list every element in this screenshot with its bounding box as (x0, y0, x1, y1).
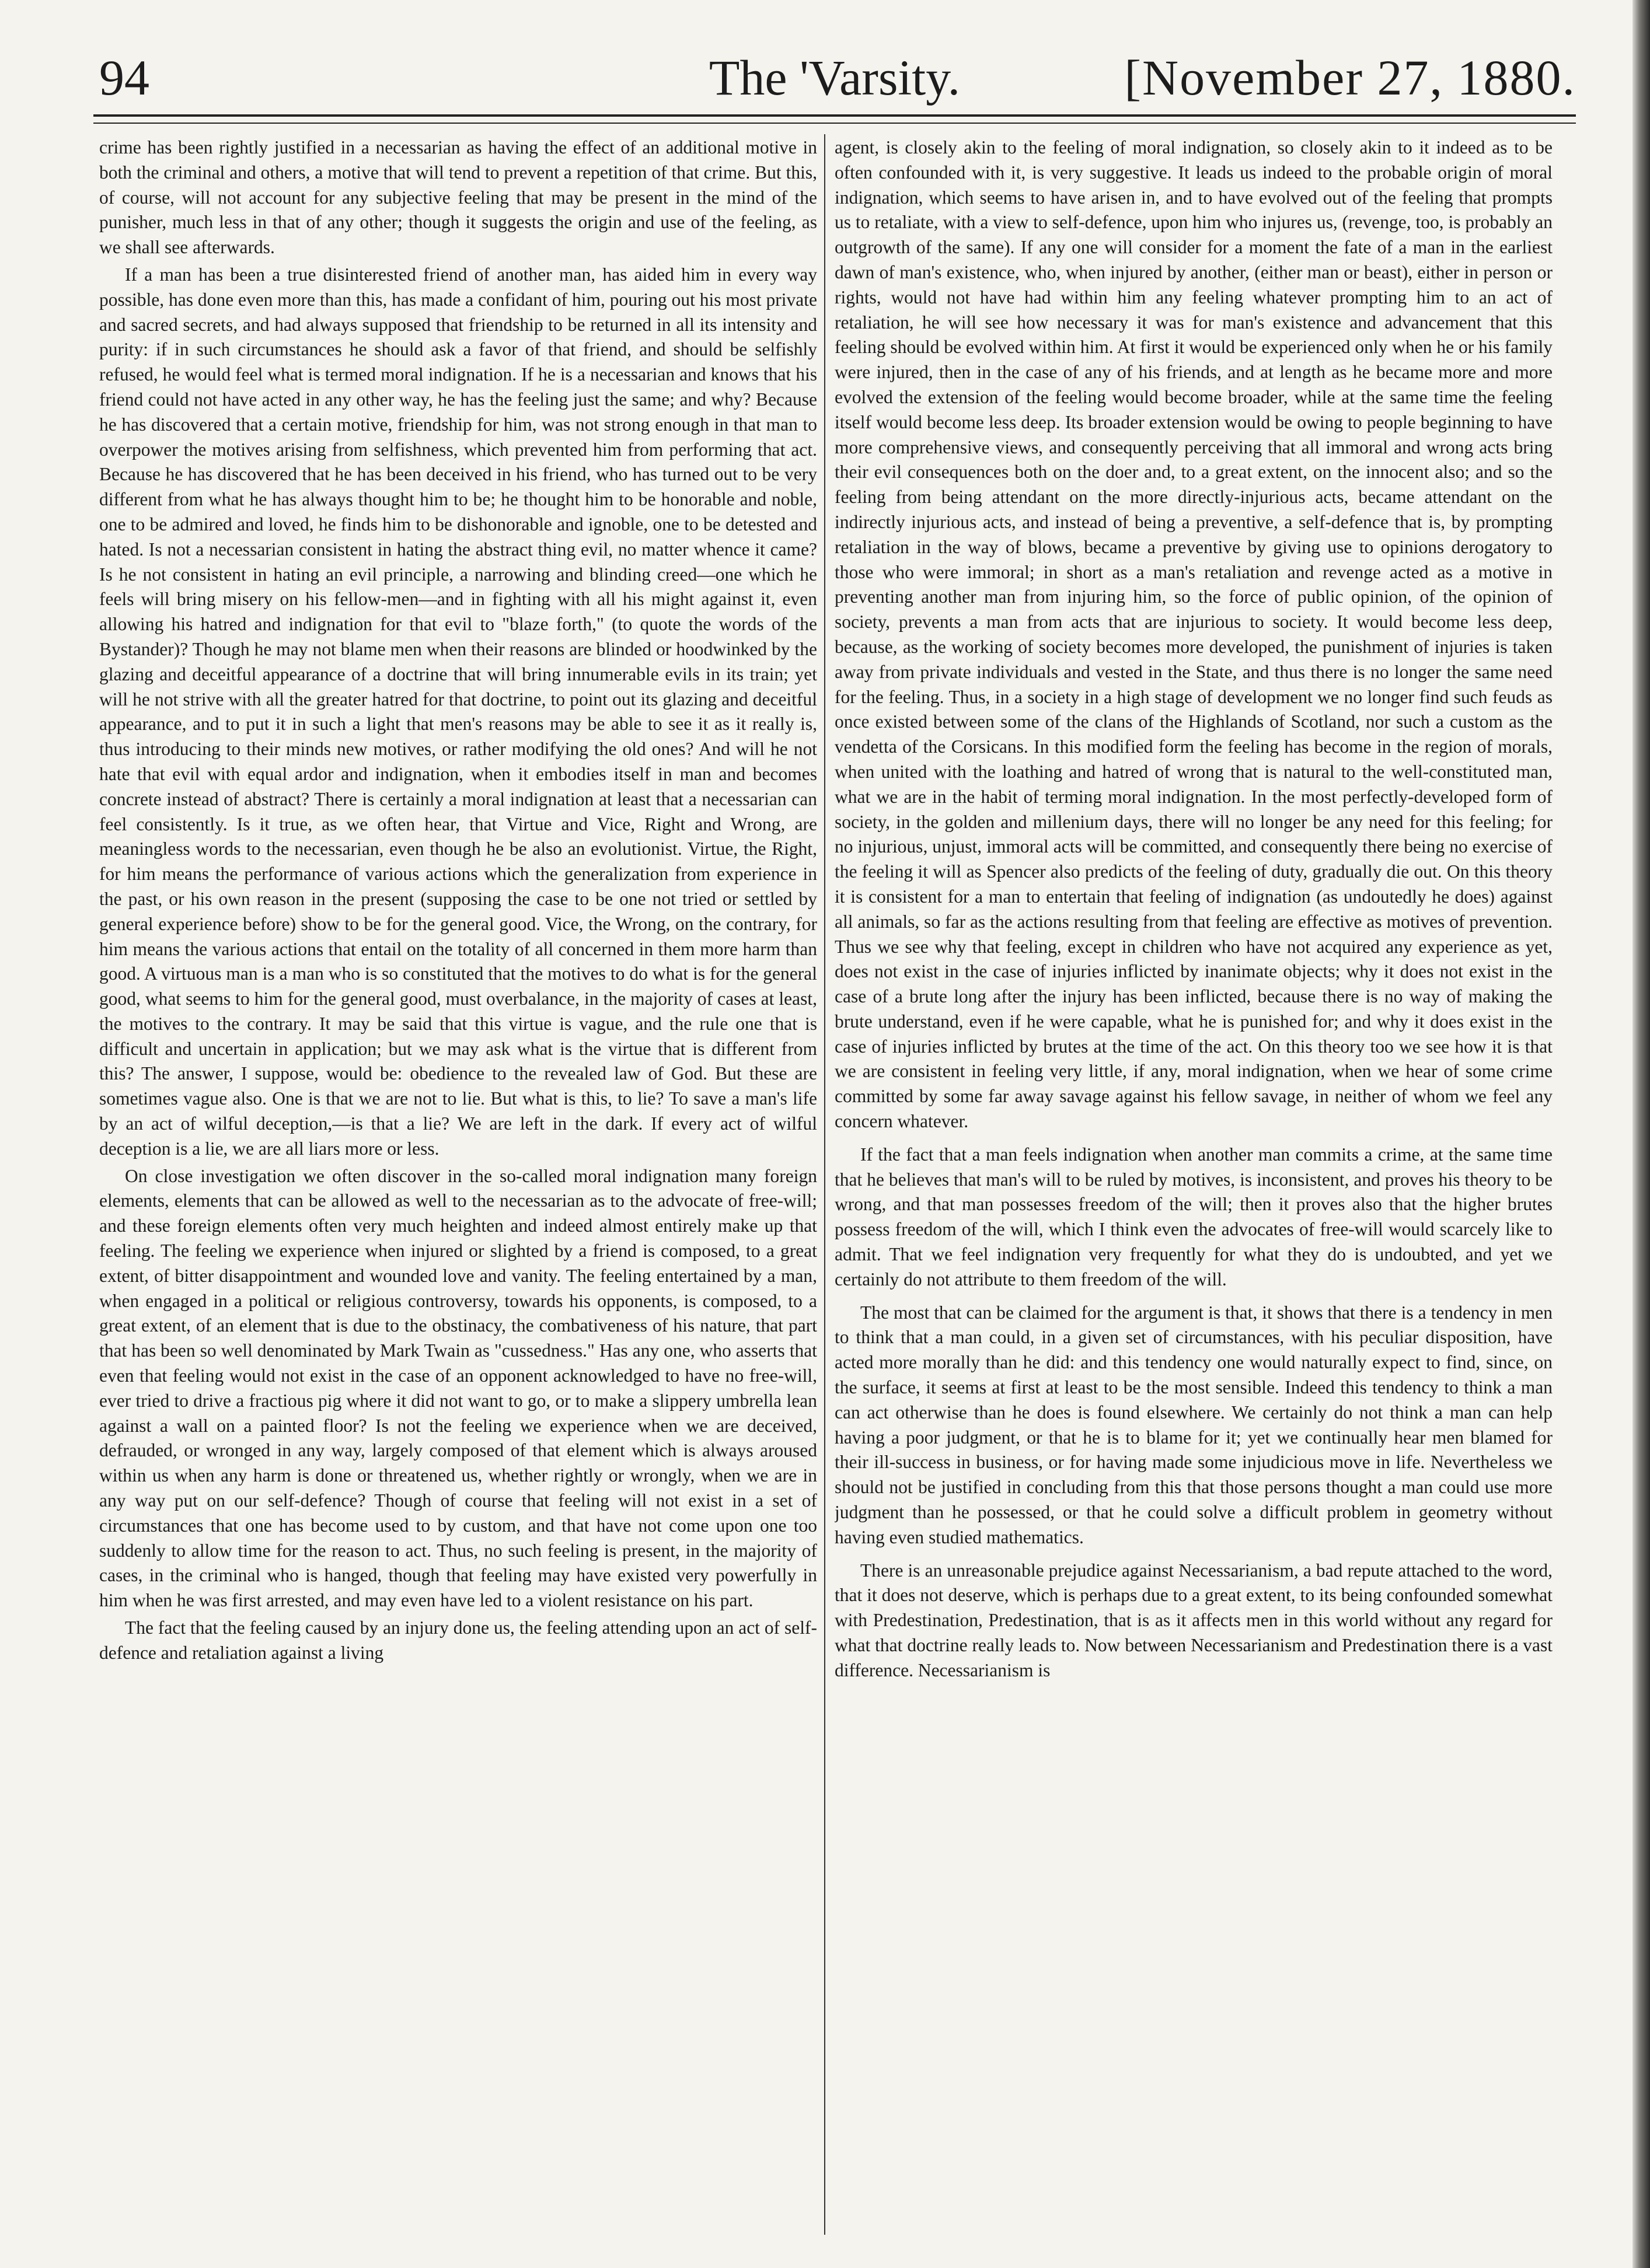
right-column (835, 135, 1553, 2236)
paragraph: There is an unreasonable prejudice against Necessarianism, a bad repute attached to the word, that it does not deserve, which is perhaps due to a great extent, to its being confounded somewhat with Predestination, Predestination, that is as it affects men in this world without any regard for what that doctrine really leads to. Now between Necessarianism and Predestination there is a vast difference. Necessarianism is (835, 1560, 1553, 1680)
paragraph: On close investigation we often discover in the so-called moral indignation many foreign elements, elements that can be allowed as well to the necessarian as to the advocate of free-will; and these foreign elements often very much heighten and indeed almost entirely make up that feeling. The feeling we experience when injured or slighted by a friend is composed, to a great extent, of bitter disappointment and wounded love and vanity. The feeling entertained by a man, when engaged in a political or religious controversy, towards his opponents, is composed, to a great extent, of an element that is due to the obstinacy, the combativeness of his nature, that part that has been so well denominated by Mark Twain as "cussedness." Has any one, who asserts that even that feeling would not exist in the case of an opponent acknowledged to have no free-will, ever tried to drive a fractious pig where it did not want to go, or to make a slippery umbrella lean against a wall on a painted floor? Is not the feeling we experience when we are deceived, defrauded, or wronged in any way, largely composed of that element which is always aroused within us when any harm is done or threatened us, whether rightly or wrongly, when we are in any way put on our self-defence? Though of course that feeling will not exist in a set of circumstances that one has become used to by custom, and that have not come upon one too suddenly to allow time for the reason to act. Thus, no such feeling is present, in the majority of cases, in the criminal who is hanged, though that feeling may have existed very powerfully in him when he was first arrested, and may even have led to a violent resistance on his part. (99, 1165, 817, 1611)
column-divider (824, 134, 825, 2235)
page-number: 94 (99, 50, 149, 106)
issue-date: [November 27, 1880. (1124, 50, 1576, 106)
header-rule-thick (93, 114, 1576, 117)
header-rule-thin (93, 123, 1576, 124)
paragraph: agent, is closely akin to the feeling of moral indignation, so closely akin to it indeed as to be often confounded with it, is very suggestive. It leads us indeed to the probable origin of moral indignation, which seems to have arisen in, and to have evolved out of the feeling that prompts us to retaliate, with a view to self-defence, upon him who injures us, (revenge, too, is probably an outgrowth of the same). If any one will consider for a moment the fate of a man in the earliest dawn of man's existence, who, when injured by another, (either man or beast), either in person or rights, would not have had within him any feeling whatever prompting him to an act of retaliation, he will see how necessary it was for man's existence and advancement that this feeling should be evolved within him. At first it would be experienced only when he or his family were injured, then in the case of any of his friends, and at length as he became more and more evolved the extension of the feeling would become broader, while at the same time the feeling itself would become less deep. Its broader extension would be owing to people beginning to have more comprehensive views, and consequently perceiving that all immoral and wrong acts bring their evil consequences both on the doer and, to a great extent, on the innocent also; and so the feeling from being attendant on the more directly-injurious acts, became attendant on the indirectly injurious acts, and instead of being a preventive, a self-defence that is, by prompting retaliation in the way of blows, became a preventive by giving use to opinions derogatory to those who were immoral; in short as a man's retaliation and revenge acted as a motive in preventing another man from injuring him, so the force of public opinion, of the opinion of society, prevents a man from acts that are injurious to society. It would become less deep, because, as the working of society becomes more developed, the punishment of injuries is taken away from private individuals and vested in the State, and thus there is no longer the same need for the feeling. Thus, in a society in a high stage of development we no longer find such feuds as once existed between some of the clans of the Highlands of Scotland, nor such a custom as the vendetta of the Corsicans. In this modified form the feeling has become in the region of morals, when united with the loathing and hatred of wrong that is natural to the well-constituted man, what we are in the habit of terming moral indignation. In the most perfectly-developed form of society, in the golden and millenium days, there will no longer be any need for this feeling; for no injurious, unjust, immoral acts will be committed, and consequently there being no exercise of the feeling it will as Spencer also predicts of the feeling of duty, gradually die out. On this theory it is consistent for a man to entertain that feeling of indignation (as undoutedly he does) against all animals, so far as the actions resulting from that feeling are effective as motives of prevention. Thus we see why that feeling, except in children who have not acquired any experience as yet, does not exist in the case of injuries inflicted by inanimate objects; why it does not exist in the case of a brute long after the injury has been inflicted, because there is no way of making the brute understand, even if he were capable, what he is punished for; and why it does exist in the case of injuries inflicted by brutes at the time of the act. On this theory too we see how it is that we are consistent in feeling very little, if any, moral indignation, when we hear of some crime committed by some far away savage against his fellow savage, in neither of whom we feel any concern whatever. (835, 137, 1553, 1132)
paragraph: If a man has been a true disinterested friend of another man, has aided him in every way possible, has done even more than this, has made a confidant of him, pouring out his most private and sacred secrets, and had always supposed that friendship to be returned in all its intensity and purity: if in such circumstances he should ask a favor of that friend, and should be selfishly refused, he would feel what is termed moral indignation. If he is a necessarian and knows that his friend could not have acted in any other way, he has the feeling just the same; and why? Because he has discovered that a certain motive, friendship for him, was not strong enough in that man to overpower the motives arising from selfishness, which prevented him from performing that act. Because he has discovered that he has been deceived in his friend, who has turned out to be very different from what he has always thought him to be; he thought him to be honorable and noble, one to be admired and loved, he finds him to be dishonorable and ignoble, one to be detested and hated. Is not a necessarian consistent in hating the abstract thing evil, no matter whence it came? Is he not consistent in hating an evil principle, a narrowing and blinding creed—one which he feels will bring misery on his fellow-men—and in fighting with all his might against it, even allowing his hatred and indignation for that evil to "blaze forth," (to quote the words of the Bystander)? Though he may not blame men when their reasons are blinded or hoodwinked by the glazing and deceitful appearance of a doctrine that will bring innumerable evils in its train; yet will he not strive with all the greater hatred for that doctrine, to point out its glazing and deceitful appearance, and to put it in such a light that men's reasons may be able to see it as it really is, thus introducing to their minds new motives, or rather modifying the old ones? And will he not hate that evil with equal ardor and indignation, when it embodies itself in man and becomes concrete instead of abstract? There is certainly a moral indignation at least that a necessarian can feel consistently. Is it true, as we often hear, that Virtue and Vice, Right and Wrong, are meaningless words to the necessarian, even though he be also an evolutionist. Virtue, the Right, for him means the performance of various actions which the generalization from experience in the past, or his own reason in the present (supposing the case to be one not tried or settled by general experience before) show to be for the general good. Vice, the Wrong, on the contrary, for him means the various actions that entail on the totality of all concerned in them more harm than good. A virtuous man is a man who is so constituted that the motives to do what is for the general good, what seems to him for the general good, must overbalance, in the majority of cases at least, the motives to the contrary. It may be said that this virtue is vague, and the rule one that is difficult and uncertain in application; but we may ask what is the virtue that is different from this? The answer, I suppose, would be: obedience to the revealed law of God. But these are sometimes vague also. One is that we are not to lie. But what is this, to lie? To save a man's life by an act of wilful deception,—is that a lie? We are left in the dark. If every act of wilful deception is a lie, we are all liars more or less. (99, 264, 817, 1159)
page-header (93, 46, 1576, 110)
paragraph: crime has been rightly justified in a necessarian as having the effect of an additional motive in both the criminal and others, a motive that will tend to prevent a repetition of that crime. But this, of course, will not account for any subjective feeling that may be present in the mind of the punisher, much less in that of any other; though it suggests the origin and use of the feeling, as we shall see afterwards. (99, 137, 817, 258)
paragraph: The fact that the feeling caused by an injury done us, the feeling attending upon an act of self-defence and retaliation against a living (99, 1617, 817, 1663)
left-column (99, 135, 817, 2236)
paragraph: If the fact that a man feels indignation when another man commits a crime, at the same time that he believes that man's will to be ruled by motives, is inconsistent, and proves his theory to be wrong, and that man possesses freedom of the will; then it proves also that the higher brutes possess freedom of the will, which I think even the advocates of free-will would scarcely like to admit. That we feel indignation very frequently for what they do is undoubted, and yet we certainly do not attribute to them freedom of the will. (835, 1144, 1553, 1289)
publication-title: The 'Varsity. (709, 50, 961, 106)
paragraph: The most that can be claimed for the argument is that, it shows that there is a tendency in men to think that a man could, in a given set of circumstances, with his peculiar disposition, have acted more morally than he did: and this tendency one would naturally expect to find, since, on the surface, it seems at first at least to be the most sensible. Indeed this tendency to think a man can act otherwise than he does is found elsewhere. We certainly do not think a man can help having a poor judgment, or that he is to blame for it; yet we continually hear men blamed for their ill-success in business, or for having made some injudicious move in life. Nevertheless we should not be justified in concluding from this that those persons thought a man could use more judgment than he possessed, or that he could solve a difficult problem in geometry without having even studied mathematics. (835, 1302, 1553, 1547)
page-edge (1632, 0, 1650, 2268)
